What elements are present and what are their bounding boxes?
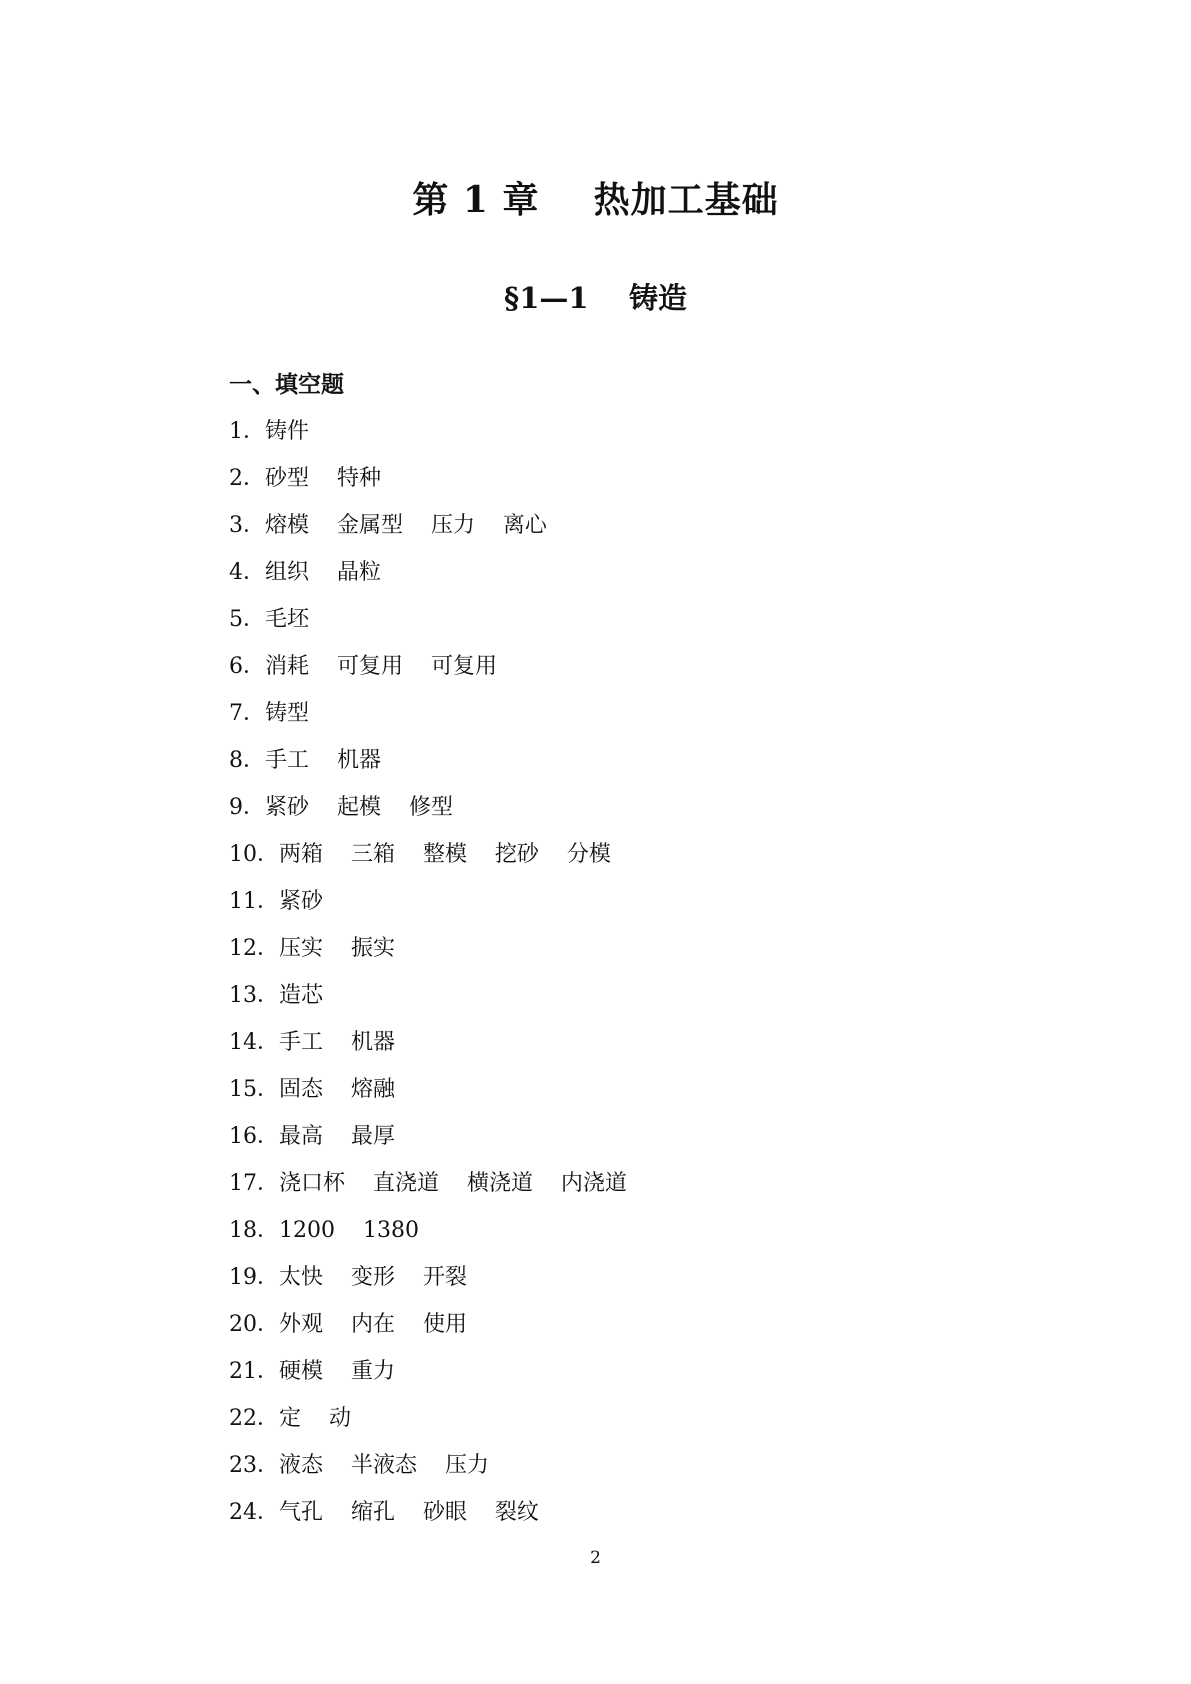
chapter-title: 第 1 章 热加工基础	[412, 179, 779, 221]
answer-item-6: 6．消耗 可复用 可复用	[229, 654, 497, 679]
part-heading: 一、填空题	[229, 371, 344, 398]
answer-list	[229, 408, 627, 1536]
answer-item-13: 13．造芯	[229, 983, 323, 1008]
answer-item-24: 24．气孔 缩孔 砂眼 裂纹	[229, 1500, 539, 1525]
section-title: §1—1 铸造	[504, 281, 687, 315]
answer-item-16: 16．最高 最厚	[229, 1124, 395, 1149]
answer-item-21: 21．硬模 重力	[229, 1359, 395, 1384]
answer-item-12: 12．压实 振实	[229, 936, 395, 961]
answer-item-9: 9．紧砂 起模 修型	[229, 795, 453, 820]
answer-item-4: 4．组织 晶粒	[229, 560, 381, 585]
answer-item-7: 7．铸型	[229, 701, 309, 726]
page-number: 2	[590, 1548, 601, 1568]
answer-item-18: 18．1200 1380	[229, 1218, 419, 1243]
answer-item-1: 1．铸件	[229, 419, 309, 444]
answer-item-20: 20．外观 内在 使用	[229, 1312, 467, 1337]
answer-item-8: 8．手工 机器	[229, 748, 381, 773]
answer-item-3: 3．熔模 金属型 压力 离心	[229, 513, 547, 538]
answer-item-2: 2．砂型 特种	[229, 466, 381, 491]
answer-item-17: 17．浇口杯 直浇道 横浇道 内浇道	[229, 1171, 627, 1196]
answer-item-15: 15．固态 熔融	[229, 1077, 395, 1102]
answer-item-5: 5．毛坯	[229, 607, 309, 632]
answer-item-22: 22．定 动	[229, 1406, 351, 1431]
answer-item-23: 23．液态 半液态 压力	[229, 1453, 489, 1478]
answer-item-19: 19．太快 变形 开裂	[229, 1265, 467, 1290]
answer-item-14: 14．手工 机器	[229, 1030, 395, 1055]
answer-item-10: 10．两箱 三箱 整模 挖砂 分模	[229, 842, 611, 867]
answer-item-11: 11．紧砂	[229, 889, 323, 914]
